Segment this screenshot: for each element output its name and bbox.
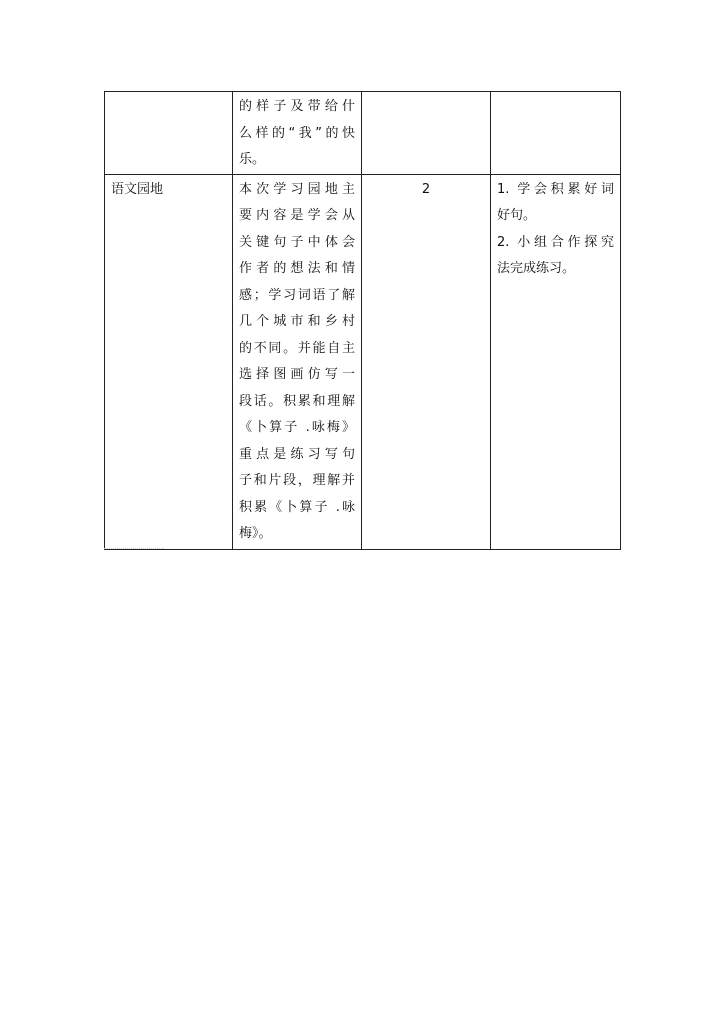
hours-cell: 2 — [362, 174, 491, 549]
hours-cell — [362, 92, 491, 175]
faint-footer-mark — [104, 548, 164, 553]
content-line: 作者的想法和情 — [239, 261, 355, 276]
content-line: 要内容是学会从 — [239, 208, 355, 223]
content-line: 本次学习园地主 — [239, 181, 355, 197]
content-line: 的样子及带给什 — [239, 99, 355, 114]
content-cell — [233, 92, 362, 175]
unit-cell: 语文园地 — [105, 174, 233, 549]
goals-cell — [491, 92, 621, 175]
content-line: 几个城市和乡村 — [239, 314, 355, 329]
goal-line: 1. 学会积累好词 — [497, 181, 614, 197]
goal-line: 法完成练习。 — [497, 261, 576, 276]
content-line: 么样的“我”的快 — [239, 125, 355, 141]
content-line: 梅》。 — [239, 526, 272, 541]
content-line: 的不同。并能自主 — [239, 340, 355, 356]
table-row — [105, 174, 621, 549]
content-line: 感；学习词语了解 — [239, 287, 355, 303]
content-line: 重点是练习写句 — [239, 446, 355, 462]
goal-line: 好句。 — [497, 208, 537, 223]
content-cell — [233, 174, 362, 549]
content-line: 积累《卜算子 .咏 — [239, 499, 355, 515]
goal-line: 2. 小组合作探究 — [497, 234, 614, 250]
lesson-plan-table — [104, 91, 621, 550]
content-line: 《卜算子 .咏梅》 — [239, 420, 355, 435]
table-row — [105, 92, 621, 175]
content-line: 关键句子中体会 — [239, 234, 355, 250]
content-line: 选择图画仿写一 — [239, 367, 355, 382]
goals-cell — [491, 174, 621, 549]
content-line: 子和片段，理解并 — [239, 473, 355, 488]
unit-cell — [105, 92, 233, 175]
content-line: 段话。积累和理解 — [239, 393, 355, 409]
content-line: 乐。 — [239, 152, 266, 167]
